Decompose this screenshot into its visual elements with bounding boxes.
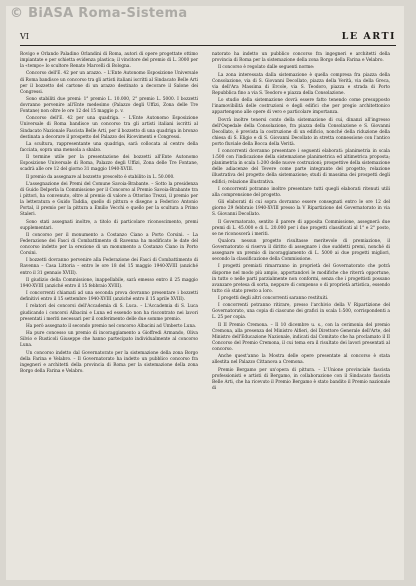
paragraph: Premio Bergamo per un'opera di pittura. – L'Unione provinciale fascista professionisti e artisti di Bergamo, in collaborazione con il Sindacato fascista Belle Arti, che ha ricevuto il Premio Bergamo è stato bandito il Premio nazionale di (212, 367, 390, 391)
right-column (212, 52, 390, 393)
paragraph: Dovrà inoltre tenersi conto della sistemazione di cui, dinanzi all'ingresso dell'Ospedale della Consolazione, fra piazza della Consolazione e S. Giovanni Decollato, è prevista la costruzione di un edificio, nonché della riduzione della chiesa di S. Eligio e di S. Giovanni Decollato in stretta connessione con l'antico porto fluviale della Bocca della Verità. (212, 117, 390, 147)
paragraph: I relatori dei concorsi dell'Accademia di S. Luca. – L'Accademia di S. Luca giudicando i concorsi Albacini e Luna ed essendo non ha riscontrato nei lavori presentati i meriti necessari per il conferimento delle due somme premio. (20, 304, 198, 322)
paragraph: La zona interessata dalla sistemazione è quella compresa fra piazza della Consolazione, via di S. Giovanni Decollato, piazza della Verità, via della Greca, via dell'Ara Massima di Ercole, via S. Teodoro, piazza e strada di Porto Repubblica fino a via S. Teodoro e piazza della Consolazione. (212, 72, 390, 96)
paragraph: Il giudizio della Commissione, inappellabile, sarà emesso entro il 25 maggio 1940-XVIII (anziché entro il 15 febbraio XVIII). (20, 277, 198, 289)
paragraph: I progetti premiati rimarranno in proprietà del Governatorato che potrà disporne nel modo più ampio, apportandovi le modifiche che riterrà opportune, in tutto o nelle parti parzialmente non conformi, senza che i progettisti possano avanzare pretesa di sorta, neppure di compenso o di proprietà artistica, essendo tutto ciò stato presto a loro. (212, 264, 390, 294)
paragraph: Concorso dell'E. 42 per una quadriga. – L'Ente Autonomo Esposizione Universale di Roma bandisce un concorso tra gli artisti italiani iscritti al Sindacato Nazionale Fascista Belle Arti, per il bozzetto di una quadriga in bronzo destinata a decorare il prospetto del Palazzo dei Ricevimenti e Congressi. (20, 116, 198, 140)
paragraph: Lo studio della sistemazione dovrà essere fatto tenendo come presupposto l'inamovibilità delle costruzioni e degli edifici che per pregio architettonico appartengono alle opere di vero e particolare importanza. (212, 98, 390, 116)
paragraph: Il premio da assegnare al bozzetto prescelto è stabilito in L. 50.000. (26, 174, 175, 180)
paragraph: L'assegnazione dei Premi del Comune Savoia-Brabante. – Sotto la presidenza di Guido Delperla la Commissione per il Concorso al Premio Savoia-Brabante tra i pittori, ha convenuto, oltre al premio di valore a Ottorino Trezzi, il premio per la letteratura e Guido Taddia, quello di pittura e disegno a Federico Antonio Portal, il premio per la pittura a Emilio Vecchi e quello per la scultura a Primo Staleri. (20, 181, 198, 218)
paragraph: Concorso dell'E. 42 per un arazzo. – L'Ente Autonomo Esposizione Universale di Roma bandisce un concorso tra gli artisti italiani iscritti al Sindacato Belle Arti per il bozzetto del cartone di un arazzo destinato a decorare il Salone dei Congressi. (20, 71, 198, 95)
paragraph: Gli elaborati di cui sopra dovranno essere consegnati entro le ore 12 del giorno 29 febbraio 1940-XVIII presso la V Ripartizione del Governatorato in via S. Giovanni Decollato. (212, 200, 390, 218)
paragraph: I bozzetti dovranno pervenire alla Federazione dei Fasci di Combattimento di Ravenna – Casa Littoria – entro le ore 18 del 15 maggio 1940-XVIII (anziché entro il 31 gennaio XVIII). (20, 258, 198, 276)
paragraph: La scultura, rappresentante una quadriga, sarà collocata al centro della facciata, sopra una mensola a sbalzo. (20, 141, 198, 153)
page-header (20, 32, 396, 46)
paragraph: I concorrenti dovranno presentare i seguenti elaborati: planimetria in scala 1:500 con l'indicazione della sistemazione planimetrica ed altimetrica proposta; planimetria in scala 1:200 delle nuove costruzioni; prospettive della sistemazione delle adiacenze del Tevere come parte integrante del progetto; relazione illustrativa del progetto della sistemazione; studi di massima dei prospetti degli edifici; relazione illustrativa. (212, 149, 390, 185)
paragraph: Ha però assegnato il secondo premio nel concorso Albacini ad Umberto Luna. (26, 323, 197, 329)
paragraph: I concorrenti potranno inoltre presentare tutti quegli elaborati ritenuti utili alla comprensione del progetto. (212, 186, 390, 198)
paragraph: Sono stati assegnati inoltre, a titolo di particolare riconoscimento, premi supplementari. (20, 219, 198, 231)
paragraph: Il termine utile per la presentazione dei bozzetti all'Ente Autonomo Esposizione Universale di Roma, Palazzo degli Uffizi, Zona delle Tre Fontane, scadrà alle ore 12 del giorno 31 maggio 1940-XVIII. (20, 155, 198, 173)
paragraph: Un concorso indetto dal Governatorato per la sistemazione della zona Borgo della Farina e Velabro. – Il Governatorato ha indetto un pubblico concorso fra ingegneri e architetti della provincia di Roma per la sistemazione della zona Borgo della Farina e Velabro. (20, 350, 198, 374)
page-number: VI (20, 32, 29, 41)
journal-title: LE ARTI (341, 31, 396, 42)
paragraph: Ha pure concesso un premio di incoraggiamento a Gioffredi Armando, Oliva Silvio e Rusticoli Giuseppe che hanno partecipato individualmente al concorso Luna. (20, 331, 198, 349)
paragraph: natorato ha indetto un pubblico concorso fra ingegneri e architetti della provincia di Roma per la sistemazione della zona Borgo della Farina e Velabro. (212, 52, 390, 64)
library-watermark: © BiASA Roma-Sistema (10, 6, 188, 21)
paragraph: Il Governatorato, sentito il parere di apposita Commissione, assegnerà due premi di L. 45.000 e di L. 20.000 per i due progetti classificati al 1° e 2° posto, se ne riconoscerà i meriti. (212, 219, 390, 237)
paragraph: I concorrenti potranno ritirare, presso l'archivio della V Ripartizione del Governatorato, una copia di ciascuno dei grafici in scala 1:500, corrispondenti a L. 25 per copia. (212, 303, 390, 321)
paragraph: Il concorso per il monumento a Costanzo Ciano a Porto Corsini. – La Federazione dei Fasci di Combattimento di Ravenna ha modificato le date del concorso indetto per la erezione di un monumento a Costanzo Ciano in Porto Corsini. (20, 232, 198, 257)
paragraph: Rovigo e Orlando Paladino Orlandini di Roma, autori di opere progettate ottimo impiantate e per schietta evidenza plastica; il vincitore del premio di L. 3000 per la «tempo» lo scultore Renato Marcelli di Bologna. (20, 52, 198, 70)
paragraph: Qualora nessun progetto risultasse meritevole di premiazione, il Governatorato si riserva il diritto di assegnare i due suddetti premi, nonché di assegnare un premio di incoraggiamento di L. 5000 ai due progetti migliori, secondo la classificazione della Commissione. (212, 238, 390, 263)
paragraph: Il II Premio Cremona. – Il 10 dicembre u. s., con la cerimonia del premio Cremona, alla presenza del Ministro Alfieri, del Direttore Generale dell'Arte, del Ministro dell'Educazione Nazionale, indicati dal Comitato che ha proclamato il II Concorso del Premio Cremona, il cui tema era il risultato dei lavori presentati al concorso. (212, 322, 390, 353)
paragraph: I progetti degli altri concorrenti saranno restituiti. (218, 296, 329, 302)
paragraph: Anche quest'anno la Mostra delle opere presentate al concorso è stata allestita nel Palazzo Cittanova a Cremona. (212, 354, 390, 366)
left-column (20, 52, 198, 376)
paragraph: Sono stabiliti due premi: 1° premio L. 10.000, 2° premio L. 5000. I bozzetti dovranno pervenire all'Ente medesimo (Palazzo degli Uffizi, Zona delle Tre Fontane) non oltre le ore 12 del 15 maggio p. v. (20, 96, 198, 115)
paragraph: I concorrenti chiamati ad una seconda prova dovranno presentare i bozzetti definitivi entro il 15 settembre 1940-XVIII (anziché entro il 15 aprile XVIII). (20, 291, 198, 303)
paragraph: Il concorso è regolato dalle seguenti norme: (218, 65, 315, 71)
document-page (6, 6, 404, 580)
